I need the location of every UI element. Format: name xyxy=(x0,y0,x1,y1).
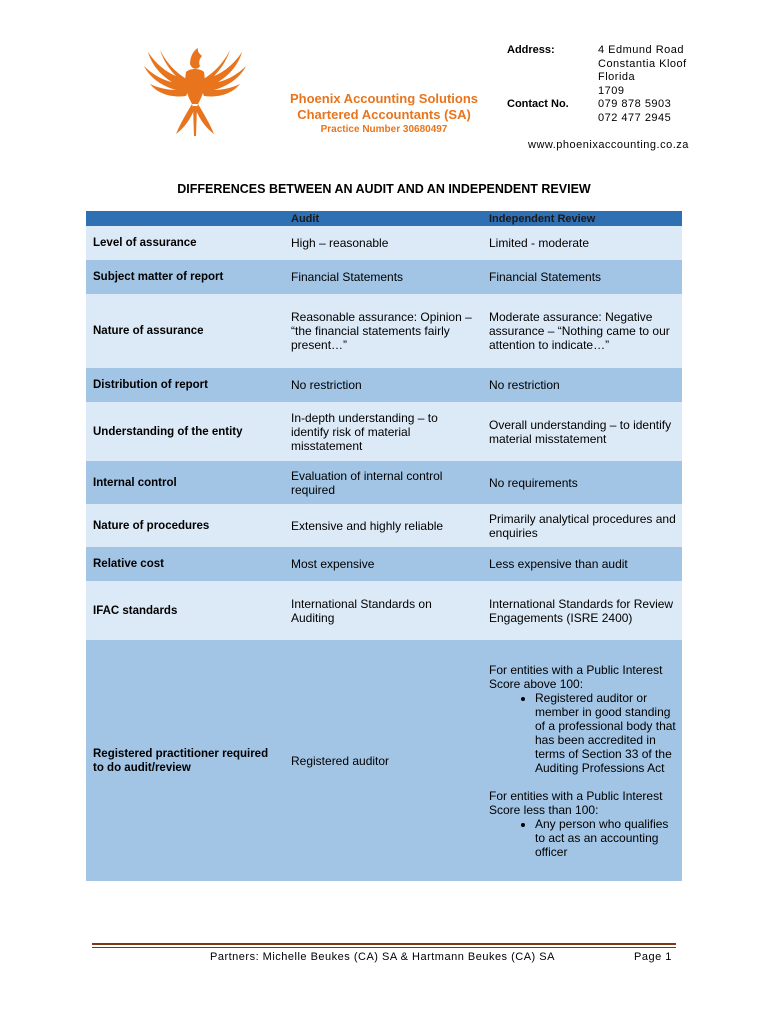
phone-block xyxy=(598,98,671,125)
audit-cell: In-depth understanding – to identify risk of material misstatement xyxy=(285,402,483,461)
row-label: Nature of procedures xyxy=(86,504,285,547)
row-label: Relative cost xyxy=(86,547,285,581)
comparison-table xyxy=(86,211,682,881)
review-cell xyxy=(483,640,682,881)
audit-cell: International Standards on Auditing xyxy=(285,581,483,640)
practice-number: Practice Number 30680497 xyxy=(320,124,448,135)
row-label: Subject matter of report xyxy=(86,260,285,294)
review-cell: Less expensive than audit xyxy=(483,547,682,581)
review-cell: Financial Statements xyxy=(483,260,682,294)
row-label: Nature of assurance xyxy=(86,294,285,368)
table-row xyxy=(86,461,682,504)
review-cell: No requirements xyxy=(483,461,682,504)
table-row xyxy=(86,226,682,260)
header-cell-review: Independent Review xyxy=(483,211,682,226)
row-label: Registered practitioner required to do audit/review xyxy=(86,640,285,881)
row-label: IFAC standards xyxy=(86,581,285,640)
review-cell: Limited - moderate xyxy=(483,226,682,260)
address-line: 1709 xyxy=(598,84,625,97)
audit-cell: Most expensive xyxy=(285,547,483,581)
row-label: Distribution of report xyxy=(86,368,285,402)
bullet-list xyxy=(489,817,676,859)
address-line: Florida xyxy=(598,71,636,83)
review-intro: For entities with a Public Interest Score above 100: xyxy=(489,662,663,691)
website-link[interactable]: www.phoenixaccounting.co.za xyxy=(528,139,689,151)
phone-number: 072 477 2945 xyxy=(598,111,672,124)
audit-cell: Financial Statements xyxy=(285,260,483,294)
review-cell: Overall understanding – to identify material misstatement xyxy=(483,402,682,461)
bullet-list xyxy=(489,691,676,775)
firm-name: Phoenix Accounting Solutions xyxy=(289,91,479,106)
table-row xyxy=(86,260,682,294)
phoenix-logo-icon xyxy=(140,36,250,140)
phone-number: 079 878 5903 xyxy=(598,98,672,110)
review-cell: Primarily analytical procedures and enquiries xyxy=(483,504,682,547)
list-item: • Registered auditor or member in good standing of a professional body that has been accredited in terms of Section 33 of the Auditing Professions Act xyxy=(535,691,676,775)
table-row xyxy=(86,368,682,402)
row-label: Level of assurance xyxy=(86,226,285,260)
firm-block xyxy=(278,91,490,137)
footer-divider xyxy=(92,947,676,948)
audit-cell: High – reasonable xyxy=(285,226,483,260)
table-header-row xyxy=(86,211,682,226)
contact-label: Contact No. xyxy=(507,98,569,110)
page-number: Page 1 xyxy=(634,951,672,963)
firm-subtitle: Chartered Accountants (SA) xyxy=(297,107,471,122)
table-row xyxy=(86,547,682,581)
address-line: 4 Edmund Road xyxy=(598,44,684,56)
table-row xyxy=(86,294,682,368)
address-label: Address: xyxy=(507,44,555,56)
address-line: Constantia Kloof xyxy=(598,57,687,70)
review-cell: Moderate assurance: Negative assurance – “Nothing came to our attention to indicate…” xyxy=(483,294,682,368)
header-cell-audit: Audit xyxy=(285,211,483,226)
table-row xyxy=(86,504,682,547)
address-block xyxy=(598,44,687,98)
table-row xyxy=(86,640,682,881)
review-intro: For entities with a Public Interest Score less than 100: xyxy=(489,788,663,817)
audit-cell: No restriction xyxy=(285,368,483,402)
audit-cell: Reasonable assurance: Opinion – “the financial statements fairly present…” xyxy=(285,294,483,368)
footer-partners: Partners: Michelle Beukes (CA) SA & Hartmann Beukes (CA) SA xyxy=(210,951,555,963)
row-label: Internal control xyxy=(86,461,285,504)
page-title: DIFFERENCES BETWEEN AN AUDIT AND AN INDEPENDENT REVIEW xyxy=(177,182,591,196)
audit-cell: Evaluation of internal control required xyxy=(285,461,483,504)
header-cell xyxy=(86,211,285,226)
review-cell: No restriction xyxy=(483,368,682,402)
audit-cell: Extensive and highly reliable xyxy=(285,504,483,547)
review-cell: International Standards for Review Engagements (ISRE 2400) xyxy=(483,581,682,640)
table-row xyxy=(86,581,682,640)
list-item: • Any person who qualifies to act as an accounting officer xyxy=(535,817,676,859)
footer-divider xyxy=(92,943,676,945)
table-row xyxy=(86,402,682,461)
row-label: Understanding of the entity xyxy=(86,402,285,461)
audit-cell: Registered auditor xyxy=(285,640,483,881)
